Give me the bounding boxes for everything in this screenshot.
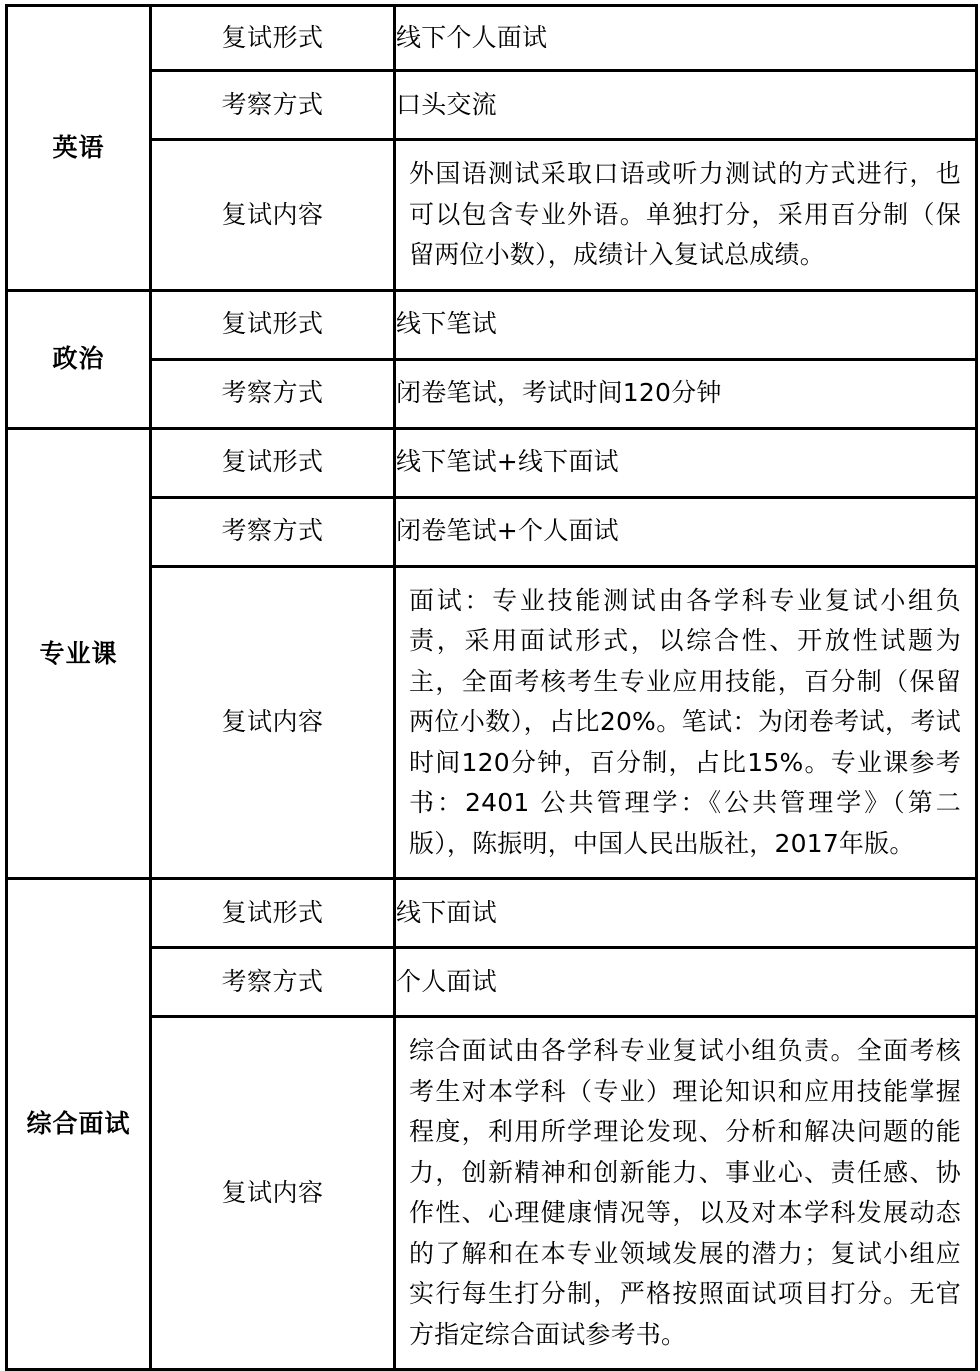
- detail-cell-method: 闭卷笔试+个人面试: [395, 497, 977, 566]
- detail-cell-form: 线下个人面试: [395, 6, 977, 71]
- table-row: [7, 290, 977, 359]
- detail-cell-form: 线下面试: [395, 879, 977, 948]
- table-row: [7, 879, 977, 948]
- item-cell-content: 复试内容: [151, 1017, 395, 1370]
- table-row: [7, 948, 977, 1017]
- subject-cell-english: 英语: [7, 6, 151, 291]
- subject-cell-politics: 政治: [7, 290, 151, 428]
- item-cell-content: 复试内容: [151, 140, 395, 291]
- item-cell-content: 复试内容: [151, 566, 395, 879]
- table-row: [7, 566, 977, 879]
- item-cell-method: 考察方式: [151, 359, 395, 428]
- subject-cell-comprehensive-interview: 综合面试: [7, 879, 151, 1370]
- detail-cell-method: 个人面试: [395, 948, 977, 1017]
- item-cell-method: 考察方式: [151, 497, 395, 566]
- detail-cell-content: 面试：专业技能测试由各学科专业复试小组负责，采用面试形式，以综合性、开放性试题为主，全面考核考生专业应用技能，百分制（保留两位小数），占比20%。笔试：为闭卷考试，考试时间120分钟，百分制，占比15%。专业课参考书：2401 公共管理学：《公共管理学》（第二版），陈振明，中国人民出版社，2017年版。: [395, 566, 977, 879]
- detail-cell-form: 线下笔试+线下面试: [395, 428, 977, 497]
- detail-cell-content: 外国语测试采取口语或听力测试的方式进行，也可以包含专业外语。单独打分，采用百分制（保留两位小数），成绩计入复试总成绩。: [395, 140, 977, 291]
- subject-cell-major-course: 专业课: [7, 428, 151, 879]
- retest-arrangement-table: [5, 4, 978, 1371]
- table-row: [7, 140, 977, 291]
- table-row: [7, 1017, 977, 1370]
- table-row: [7, 359, 977, 428]
- item-cell-form: 复试形式: [151, 879, 395, 948]
- detail-cell-content: 综合面试由各学科专业复试小组负责。全面考核考生对本学科（专业）理论知识和应用技能掌握程度，利用所学理论发现、分析和解决问题的能力，创新精神和创新能力、事业心、责任感、协作性、心理健康情况等，以及对本学科发展动态的了解和在本专业领域发展的潜力；复试小组应实行每生打分制，严格按照面试项目打分。无官方指定综合面试参考书。: [395, 1017, 977, 1370]
- detail-cell-method: 口头交流: [395, 71, 977, 140]
- table-row: [7, 6, 977, 71]
- table-row: [7, 497, 977, 566]
- detail-cell-form: 线下笔试: [395, 290, 977, 359]
- table-row: [7, 428, 977, 497]
- item-cell-method: 考察方式: [151, 71, 395, 140]
- table-body: [7, 6, 977, 1370]
- item-cell-form: 复试形式: [151, 428, 395, 497]
- item-cell-form: 复试形式: [151, 6, 395, 71]
- item-cell-method: 考察方式: [151, 948, 395, 1017]
- detail-cell-method: 闭卷笔试，考试时间120分钟: [395, 359, 977, 428]
- table-row: [7, 71, 977, 140]
- item-cell-form: 复试形式: [151, 290, 395, 359]
